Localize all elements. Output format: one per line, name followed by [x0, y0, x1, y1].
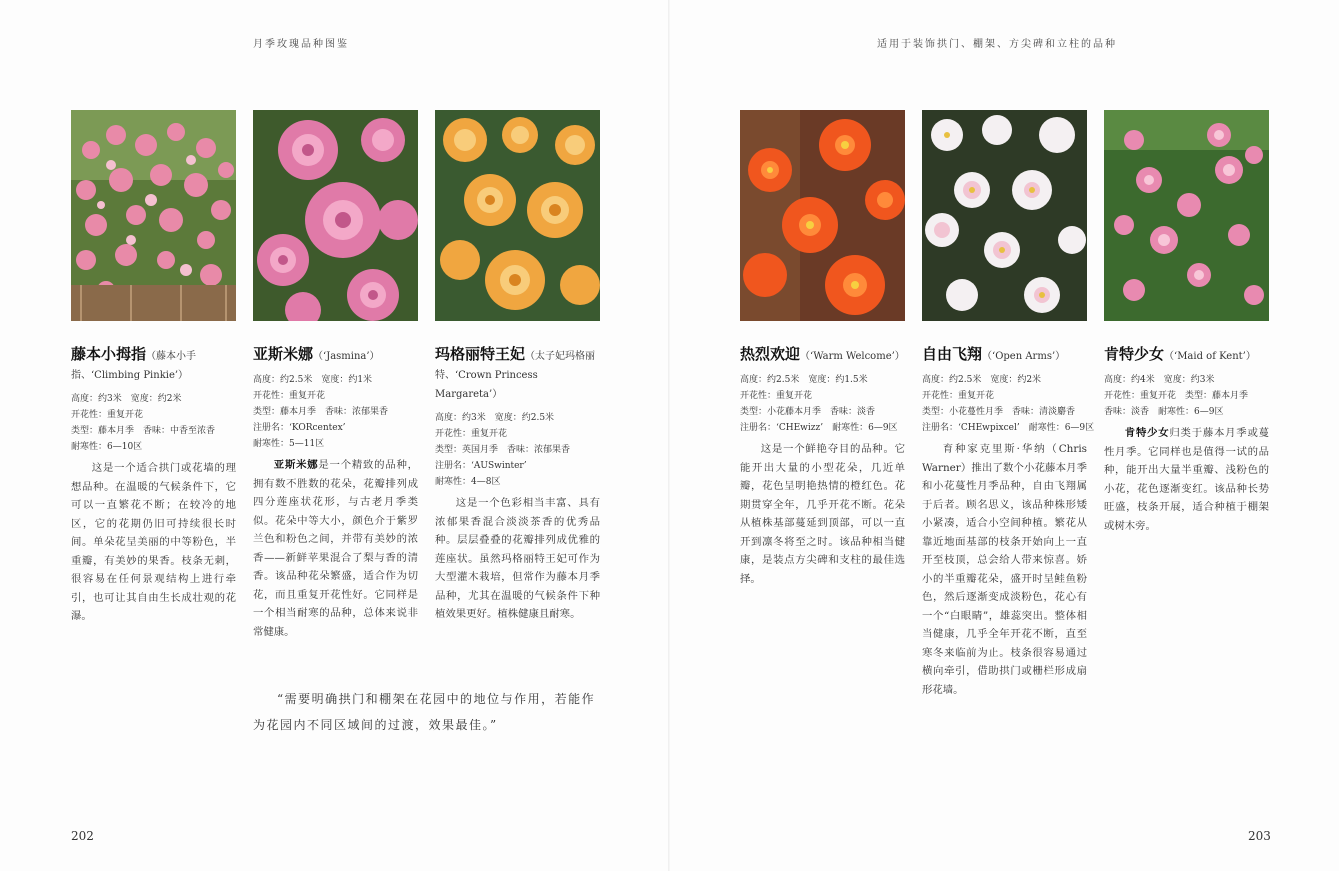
variety-alt-name: （‘Open Arms’）: [982, 351, 1066, 362]
variety-specs: [1104, 372, 1269, 420]
rose-entry-maid-of-kent: [1104, 110, 1269, 535]
description-text: 归类于藤本月季或蔓性月季。它同样也是值得一试的品种，能开出大量半重瓣、浅粉色的小花，花色逐渐变红。该品种长势旺盛，枝条开展，适合种植于棚架或树木旁。: [1104, 427, 1270, 532]
orange-red-rose-photo: [740, 110, 905, 321]
variety-specs: [435, 410, 600, 490]
spec-line: 注册名：‘KORcentex’: [253, 423, 346, 433]
spec-line: 高度：约2.5米 宽度：约1米: [253, 375, 373, 385]
pink-rambler-rose-photo: [1104, 110, 1269, 321]
description-text: 这是一个鲜艳夺目的品种。它能开出大量的小型花朵，几近单瓣，花色呈明艳热情的橙红色。花期贯穿全年，几乎开花不断。花朵从植株基部蔓延到顶部，可以一直开到凛冬将至之时。该品种相当健康，是装点方尖碑和支柱的最佳选择。: [740, 443, 905, 585]
spec-line: 高度：约2.5米 宽度：约1.5米: [740, 375, 868, 385]
spec-line: 注册名：‘CHEwizz’ 耐寒性：6—9区: [740, 423, 898, 433]
spec-line: 开花性：重复开花: [922, 391, 995, 401]
apricot-rose-cluster-photo: [435, 110, 600, 321]
spec-line: 类型：藤本月季 香味：中香至浓香: [71, 426, 216, 436]
description-lead: 肯特少女: [1124, 427, 1170, 439]
rose-entry-warm-welcome: [740, 110, 905, 588]
variety-alt-name: （太子妃玛格丽特、‘Crown Princess Margareta’）: [435, 351, 596, 400]
variety-name: 自由飞翔: [922, 345, 983, 363]
spec-line: 高度：约3米 宽度：约2.5米: [435, 413, 555, 423]
rose-entry-jasmina: [253, 110, 418, 641]
variety-description: [922, 440, 1087, 699]
variety-description: [435, 494, 600, 624]
left-page-number: 202: [71, 829, 94, 843]
white-pink-rose-photo: [922, 110, 1087, 321]
rose-entry-open-arms: [922, 110, 1095, 699]
description-text: 这是一个色彩相当丰富、具有浓郁果香混合淡淡茶香的优秀品种。层层叠叠的花瓣排列成优雅的莲座状。虽然玛格丽特王妃可作为大型灌木栽培，但常作为藤本月季品种，尤其在温暖的气候条件下种植效果更好。植株健康且耐寒。: [435, 497, 600, 620]
rose-entry-crown-princess-margareta: [435, 110, 600, 624]
climbing-pink-rose-arch-photo: [71, 110, 236, 321]
variety-name: 热烈欢迎: [740, 345, 801, 363]
spec-line: 开花性：重复开花 类型：藤本月季: [1104, 391, 1249, 401]
spec-line: 类型：小花藤本月季 香味：淡香: [740, 407, 876, 417]
spec-line: 开花性：重复开花: [71, 410, 144, 420]
spec-line: 开花性：重复开花: [740, 391, 813, 401]
spec-line: 开花性：重复开花: [253, 391, 326, 401]
variety-specs: [922, 372, 1095, 436]
spec-line: 香味：淡香 耐寒性：6—9区: [1104, 407, 1224, 417]
spec-line: 耐寒性：4—8区: [435, 477, 501, 487]
rose-entry-climbing-pinkie: [71, 110, 236, 626]
variety-description: [740, 440, 905, 588]
spec-line: 类型：藤本月季 香味：浓郁果香: [253, 407, 389, 417]
pink-rose-cluster-photo: [253, 110, 418, 321]
variety-description: [1104, 424, 1269, 535]
variety-name: 藤本小拇指: [71, 345, 147, 363]
description-text: 是一个精致的品种，拥有数不胜数的花朵，花瓣排列成四分莲座状花形，与古老月季类似。花朵中等大小，颜色介于紫罗兰色和粉色之间，并带有美妙的浓香——新鲜苹果混合了梨与香的清香。该品种花朵繁盛，适合作为切花，而且重复开花性好。它同样是一个相当耐寒的品种，总体来说非常健康。: [253, 459, 419, 638]
book-gutter: [668, 0, 670, 871]
variety-name: 亚斯米娜: [253, 345, 314, 363]
variety-alt-name: （‘Warm Welcome’）: [800, 351, 905, 362]
spec-line: 高度：约4米 宽度：约3米: [1104, 375, 1215, 385]
spec-line: 注册名：‘CHEwpixcel’ 耐寒性：6—9区: [922, 423, 1095, 433]
variety-specs: [253, 372, 418, 452]
variety-name: 肯特少女: [1104, 345, 1165, 363]
description-text: 育种家克里斯·华纳（Chris Warner）推出了数个小花藤本月季和小花蔓性月季品种，自由飞翔属于后者。顾名思义，该品种株形矮小紧凑，适合小空间种植。繁花从靠近地面基部的枝条开始向上一直开至枝顶，总会给人带来惊喜。娇小的半重瓣花朵，盛开时呈鲑鱼粉色，然后逐渐变成淡粉色，花心有一个“白眼睛”，雄蕊突出。整体相当健康，几乎全年开花不断，直至寒冬来临前为止。枝条很容易通过横向牵引，借助拱门或栅栏形成扇形花墙。: [922, 443, 1087, 696]
variety-alt-name: （‘Maid of Kent’）: [1164, 351, 1256, 362]
spec-line: 高度：约2.5米 宽度：约2米: [922, 375, 1042, 385]
spec-line: 耐寒性：6—10区: [71, 442, 143, 452]
description-text: 这是一个适合拱门或花墙的理想品种。在温暖的气候条件下，它可以一直繁花不断；在较冷的地区，它的花期仍旧可持续很长时间。单朵花呈美丽的中等粉色，半重瓣，有美妙的果香。枝条无刺，很容易在任何景观结构上进行牵引，也可让其自由生长成壮观的花瀑。: [71, 462, 236, 622]
spec-line: 开花性：重复开花: [435, 429, 508, 439]
variety-name: 玛格丽特王妃: [435, 345, 526, 363]
variety-alt-name: （‘Jasmina’）: [313, 351, 380, 362]
spec-line: 高度：约3米 宽度：约2米: [71, 394, 182, 404]
right-running-head: 适用于装饰拱门、棚架、方尖碑和立柱的品种: [877, 39, 1117, 50]
variety-description: [253, 456, 418, 641]
right-page-number: 203: [1248, 829, 1271, 843]
spec-line: 类型：小花蔓性月季 香味：清淡麝香: [922, 407, 1076, 417]
variety-specs: [740, 372, 905, 436]
left-running-head: 月季玫瑰品种图鉴: [253, 39, 349, 50]
spec-line: 注册名：‘AUSwinter’: [435, 461, 527, 471]
spec-line: 耐寒性：5—11区: [253, 439, 325, 449]
pull-quote: “需要明确拱门和棚架在花园中的地位与作用，若能作为花园内不同区域间的过渡，效果最佳。”: [253, 692, 596, 732]
description-lead: 亚斯米娜: [273, 459, 319, 471]
spec-line: 类型：英国月季 香味：浓郁果香: [435, 445, 571, 455]
variety-description: [71, 459, 236, 626]
variety-specs: [71, 391, 236, 455]
variety-alt-name: （藤本小手指、‘Climbing Pinkie’）: [71, 351, 197, 381]
